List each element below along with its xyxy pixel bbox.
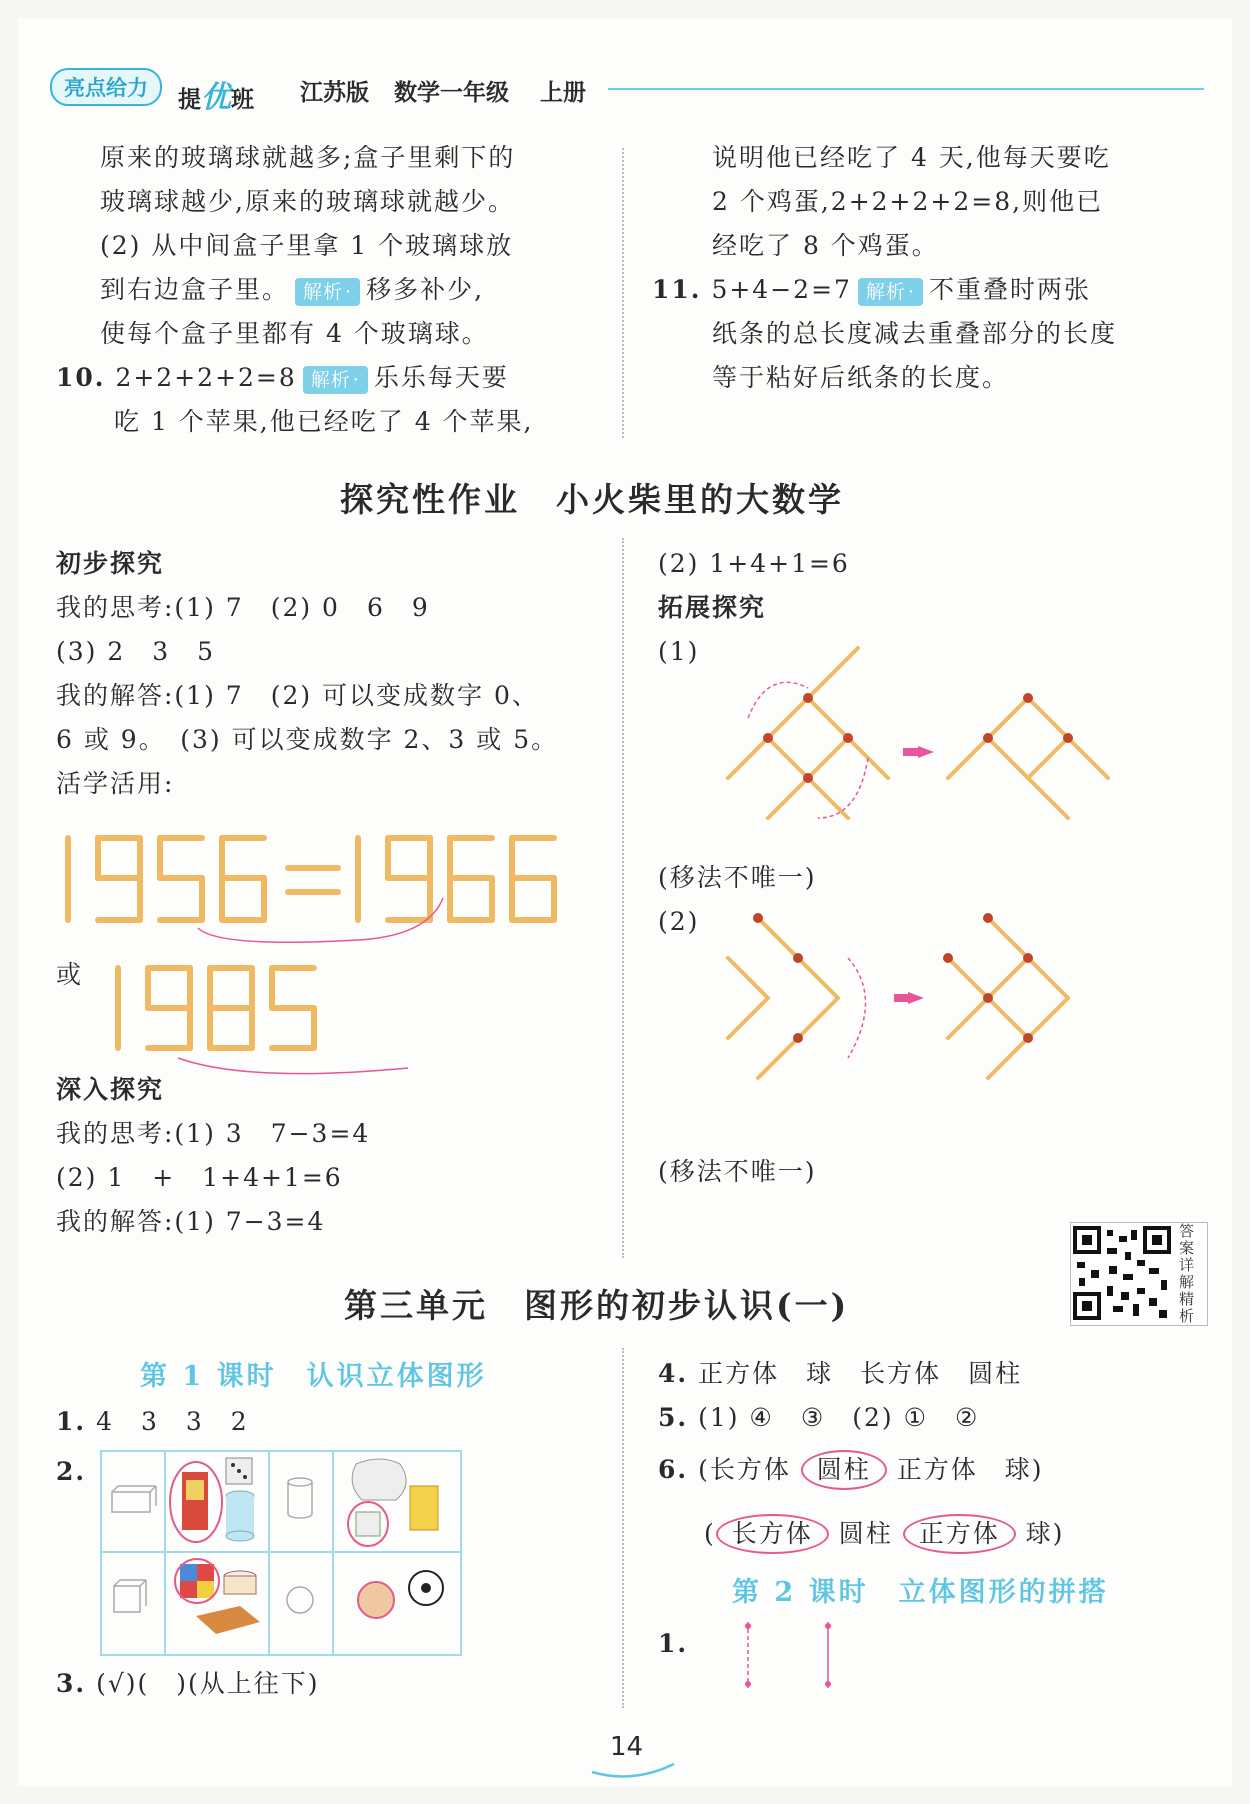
subheading: 初步探究 — [56, 549, 165, 578]
question-11 — [652, 268, 1091, 312]
question-1 — [56, 1400, 249, 1444]
question-number: 3. — [56, 1669, 87, 1698]
page-number-swoosh — [588, 1758, 678, 1780]
text-line: 我的思考:(1) 7 (2) 0 6 9 — [56, 593, 430, 622]
qr-label: 答案详解精析 — [1179, 1222, 1195, 1325]
question-number: 1. — [658, 1629, 689, 1658]
header-series — [178, 72, 254, 116]
qr-block[interactable] — [1070, 1222, 1208, 1326]
answer-text: ( — [704, 1519, 716, 1548]
question-2 — [56, 1450, 86, 1494]
text-line: 玻璃球越少,原来的玻璃球就越少。 — [100, 187, 515, 216]
circled-answer: 圆柱 — [801, 1450, 887, 1490]
text-line: 原来的玻璃球就越多;盒子里剩下的 — [100, 143, 516, 172]
text-line: 纸条的总长度减去重叠部分的长度 — [712, 319, 1118, 348]
answer-text: 圆柱 — [838, 1519, 893, 1548]
question-3 — [56, 1662, 320, 1706]
answer-text: 正方体 球) — [896, 1455, 1044, 1484]
answer-text: 4 3 3 2 — [96, 1407, 249, 1436]
header-you: 优 — [201, 80, 231, 115]
lesson-title: 第 1 课时 认识立体图形 — [140, 1361, 487, 1392]
text-span: 不重叠时两张 — [928, 275, 1091, 304]
brand-badge: 亮点给力 — [50, 68, 162, 106]
analysis-tag: 解析 · — [858, 278, 923, 306]
question-10 — [56, 356, 509, 400]
shape-illustrations — [100, 1450, 458, 1652]
text-line: (移法不唯一) — [658, 1157, 817, 1186]
shape-sort-grid — [100, 1450, 458, 1652]
page-number: 14 — [610, 1732, 644, 1762]
text-line: (3) 2 3 5 — [56, 637, 216, 666]
header-ban: 班 — [231, 87, 254, 113]
answer-text: 球) — [1025, 1519, 1065, 1548]
text-span: 5+4−2=7 — [711, 275, 852, 304]
text-line: 2 个鸡蛋,2+2+2+2=8,则他已 — [712, 187, 1104, 216]
question-number: 11. — [652, 275, 702, 304]
subheading: 深入探究 — [56, 1075, 165, 1104]
text-line: (2) 从中间盒子里拿 1 个玻璃球放 — [100, 231, 514, 260]
question-number: 6. — [658, 1455, 689, 1484]
text-line: 吃 1 个苹果,他已经吃了 4 个苹果, — [114, 407, 534, 436]
text-line: 等于粘好后纸条的长度。 — [712, 363, 1010, 392]
header-rule — [608, 88, 1204, 90]
text-line: (移法不唯一) — [658, 863, 817, 892]
text-span: 2+2+2+2=8 — [115, 363, 297, 392]
move-arrow — [178, 1058, 408, 1074]
text-span: 乐乐每天要 — [373, 363, 509, 392]
text-span: 移多补少, — [366, 275, 485, 304]
text-line: (1) — [658, 637, 700, 666]
question-4 — [658, 1352, 1022, 1396]
text-line: 使每个盒子里都有 4 个玻璃球。 — [100, 319, 489, 348]
matchstick-figure-2 — [708, 898, 1208, 1118]
text-line: 说明他已经吃了 4 天,他每天要吃 — [712, 143, 1111, 172]
answer-text: 正方体 球 长方体 圆柱 — [698, 1359, 1023, 1388]
question-number: 4. — [658, 1359, 689, 1388]
text-line: 我的解答:(1) 7−3=4 — [56, 1207, 326, 1236]
column-divider — [622, 1348, 624, 1708]
text-span: 到右边盒子里。 — [100, 275, 290, 304]
header-ti: 提 — [178, 87, 201, 113]
text-line: (2) — [658, 907, 700, 936]
text-line — [100, 268, 484, 312]
connect-dots — [708, 1618, 848, 1698]
question-6 — [658, 1448, 1044, 1492]
or-label: 或 — [56, 960, 84, 989]
text-line: 6 或 9。 (3) 可以变成数字 2、3 或 5。 — [56, 725, 559, 754]
header-edition: 江苏版 — [300, 80, 369, 106]
question-number: 5. — [658, 1403, 689, 1432]
subheading: 拓展探究 — [658, 593, 767, 622]
section-title: 探究性作业 小火柴里的大数学 — [340, 480, 844, 519]
matchstick-row-1 — [68, 838, 554, 920]
question-6-row-2 — [704, 1512, 1064, 1556]
answer-text: (长方体 — [698, 1455, 791, 1484]
matchstick-row-2 — [118, 968, 314, 1048]
analysis-tag: 解析 · — [295, 278, 360, 306]
matchstick-figure-1 — [708, 628, 1208, 848]
question-number: 1. — [56, 1407, 87, 1436]
analysis-tag: 解析 · — [303, 366, 368, 394]
text-line: (2) 1+4+1=6 — [658, 549, 850, 578]
circled-answer: 长方体 — [716, 1514, 829, 1554]
qr-code-icon[interactable] — [1073, 1226, 1173, 1322]
header-volume: 上册 — [540, 80, 586, 106]
page — [18, 18, 1232, 1786]
matchstick-equations — [48, 808, 578, 1098]
text-line: 我的解答:(1) 7 (2) 可以变成数字 0、 — [56, 681, 539, 710]
question-5 — [658, 1396, 979, 1440]
answer-text: (√)( )(从上往下) — [96, 1669, 320, 1698]
text-line: 经吃了 8 个鸡蛋。 — [712, 231, 939, 260]
unit-title: 第三单元 图形的初步认识(一) — [344, 1286, 850, 1325]
text-line: (2) 1 + 1+4+1=6 — [56, 1163, 343, 1192]
column-divider — [622, 538, 624, 1258]
question-number: 10. — [56, 363, 106, 392]
column-divider — [622, 148, 624, 438]
answer-text: (1) ④ ③ (2) ① ② — [698, 1403, 980, 1432]
circled-answer: 正方体 — [903, 1514, 1016, 1554]
lesson-title: 第 2 课时 立体图形的拼搭 — [732, 1577, 1109, 1608]
question-number: 2. — [56, 1457, 87, 1486]
text-line: 我的思考:(1) 3 7−3=4 — [56, 1119, 371, 1148]
text-line: 活学活用: — [56, 769, 175, 798]
header-subject: 数学一年级 — [394, 80, 509, 106]
question-1b — [658, 1622, 688, 1666]
